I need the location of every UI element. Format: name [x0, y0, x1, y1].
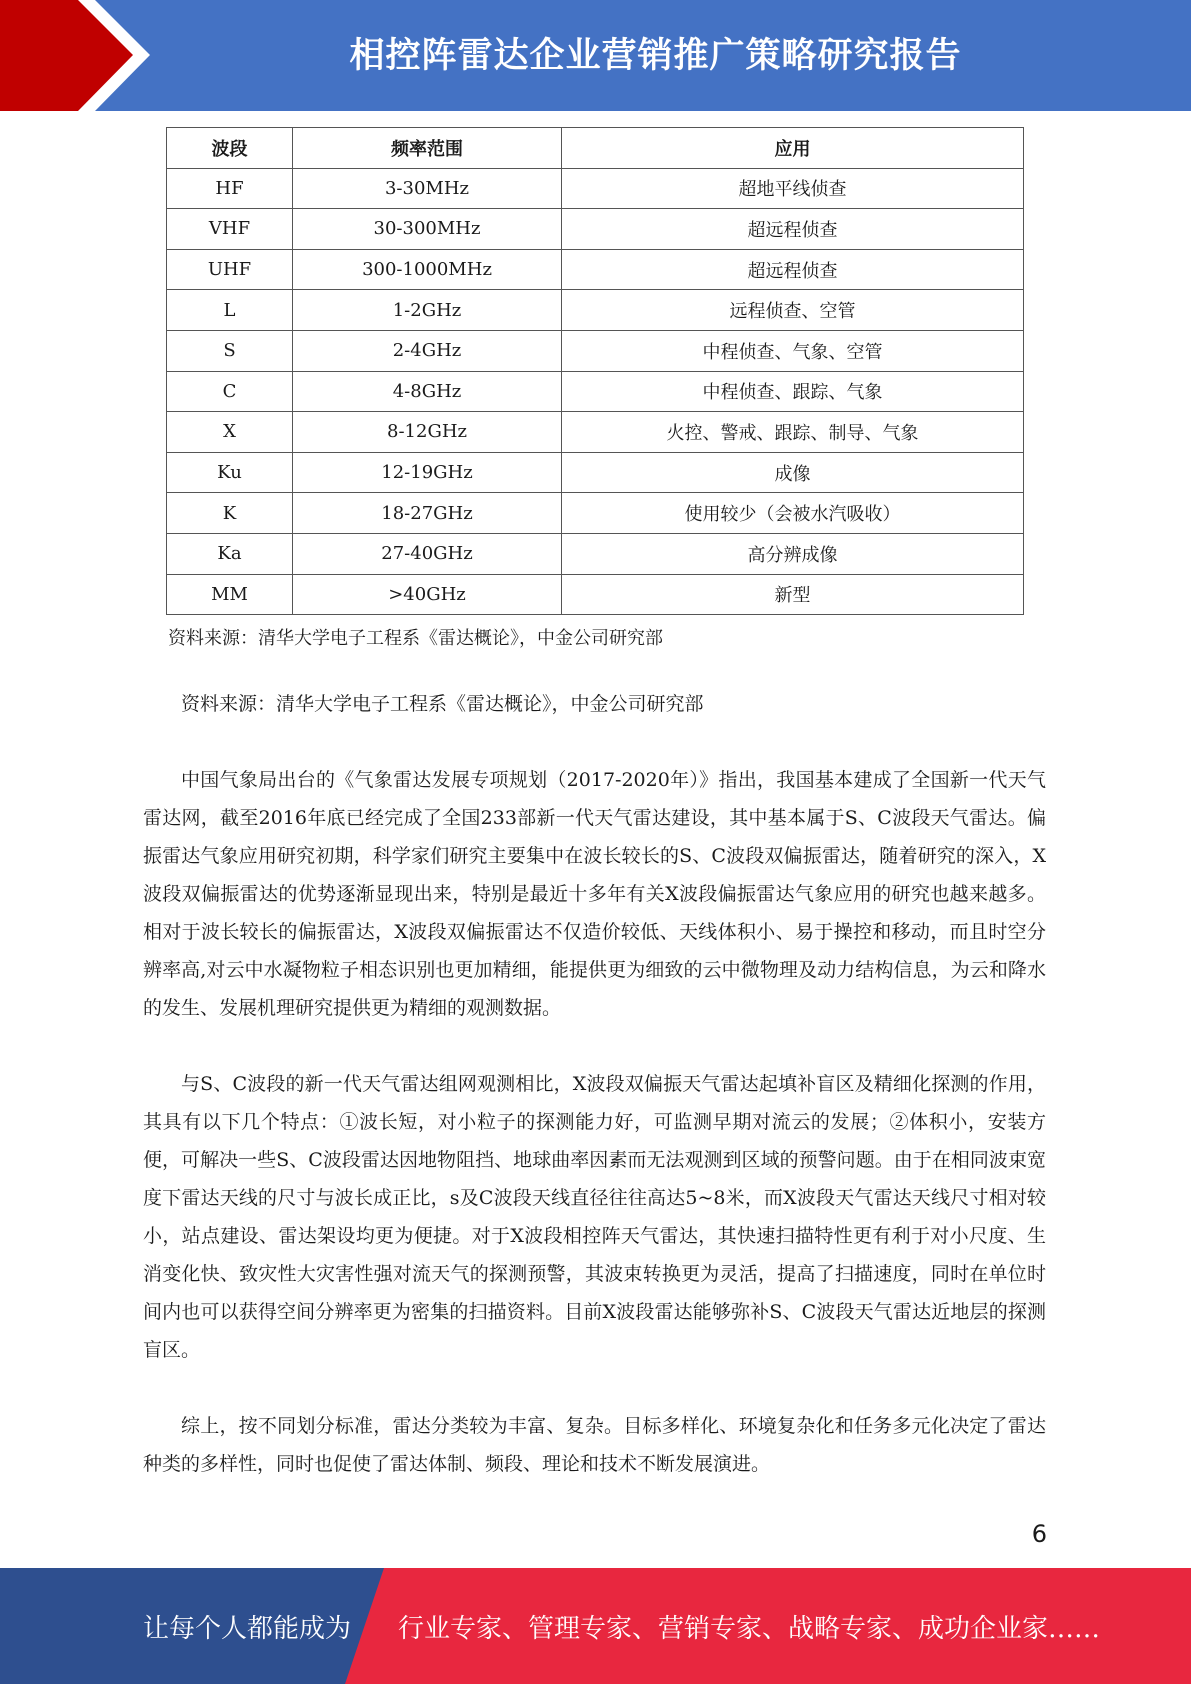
table-header-row	[167, 128, 1024, 169]
cell-frequency: 27-40GHz	[293, 533, 562, 574]
table-row	[167, 493, 1024, 534]
cell-band: K	[167, 493, 293, 534]
table-row	[167, 452, 1024, 493]
cell-band: VHF	[167, 209, 293, 250]
cell-application: 高分辨成像	[562, 533, 1024, 574]
cell-band: C	[167, 371, 293, 412]
table-row	[167, 371, 1024, 412]
page-footer	[0, 1568, 1191, 1684]
footer-slogan-right: 行业专家、管理专家、营销专家、战略专家、成功企业家……	[398, 1614, 1101, 1644]
cell-application: 中程侦查、气象、空管	[562, 330, 1024, 371]
paragraph-x-band-features: 与S、C波段的新一代天气雷达组网观测相比，X波段双偏振天气雷达起填补盲区及精细化探测的作用，其具有以下几个特点：①波长短，对小粒子的探测能力好，可监测早期对流云的发展；②体积小，安装方便，可解决一些S、C波段雷达因地物阻挡、地球曲率因素而无法观测到区域的预警问题。由于在相同波束宽度下雷达天线的尺寸与波长成正比，s及C波段天线直径往往高达5~8米，而X波段天气雷达天线尺寸相对较小，站点建设、雷达架设均更为便捷。对于X波段相控阵天气雷达，其快速扫描特性更有利于对小尺度、生消变化快、致灾性大灾害性强对流天气的探测预警，其波束转换更为灵活，提高了扫描速度，同时在单位时间内也可以获得空间分辨率更为密集的扫描资料。目前X波段雷达能够弥补S、C波段天气雷达近地层的探测盲区。	[143, 1073, 1046, 1361]
cell-frequency: 8-12GHz	[293, 412, 562, 453]
table-row	[167, 533, 1024, 574]
page-header	[0, 0, 1191, 111]
cell-application: 超远程侦查	[562, 249, 1024, 290]
column-header-frequency: 频率范围	[293, 128, 562, 169]
cell-frequency: 4-8GHz	[293, 371, 562, 412]
source-paragraph: 资料来源：清华大学电子工程系《雷达概论》，中金公司研究部	[181, 693, 704, 715]
paragraph-summary: 综上，按不同划分标准，雷达分类较为丰富、复杂。目标多样化、环境复杂化和任务多元化决定了雷达种类的多样性，同时也促使了雷达体制、频段、理论和技术不断发展演进。	[143, 1415, 1046, 1475]
radar-band-table	[166, 127, 1024, 615]
cell-application: 超地平线侦查	[562, 168, 1024, 209]
cell-band: Ka	[167, 533, 293, 574]
cell-frequency: 300-1000MHz	[293, 249, 562, 290]
cell-application: 超远程侦查	[562, 209, 1024, 250]
table-row	[167, 330, 1024, 371]
cell-band: L	[167, 290, 293, 331]
table-row	[167, 412, 1024, 453]
cell-frequency: 12-19GHz	[293, 452, 562, 493]
cell-band: HF	[167, 168, 293, 209]
column-header-application: 应用	[562, 128, 1024, 169]
paragraph-weather-radar-network: 中国气象局出台的《气象雷达发展专项规划（2017-2020年）》指出，我国基本建成了全国新一代天气雷达网，截至2016年底已经完成了全国233部新一代天气雷达建设，其中基本属于S、C波段天气雷达。偏振雷达气象应用研究初期，科学家们研究主要集中在波长较长的S、C波段双偏振雷达，随着研究的深入，X波段双偏振雷达的优势逐渐显现出来，特别是最近十多年有关X波段偏振雷达气象应用的研究也越来越多。相对于波长较长的偏振雷达，X波段双偏振雷达不仅造价较低、天线体积小、易于操控和移动，而且时空分辨率高,对云中水凝物粒子相态识别也更加精细，能提供更为细致的云中微物理及动力结构信息，为云和降水的发生、发展机理研究提供更为精细的观测数据。	[143, 769, 1046, 1019]
cell-frequency: 3-30MHz	[293, 168, 562, 209]
page-number: 6	[1031, 1520, 1047, 1548]
table-row	[167, 249, 1024, 290]
cell-frequency: 18-27GHz	[293, 493, 562, 534]
table-row	[167, 574, 1024, 615]
cell-frequency: 2-4GHz	[293, 330, 562, 371]
cell-application: 远程侦查、空管	[562, 290, 1024, 331]
table-row	[167, 168, 1024, 209]
column-header-band: 波段	[167, 128, 293, 169]
body-text	[143, 685, 1046, 1521]
cell-application: 火控、警戒、跟踪、制导、气象	[562, 412, 1024, 453]
cell-frequency: >40GHz	[293, 574, 562, 615]
cell-application: 新型	[562, 574, 1024, 615]
cell-band: S	[167, 330, 293, 371]
cell-frequency: 1-2GHz	[293, 290, 562, 331]
footer-slogan-left: 让每个人都能成为	[143, 1614, 352, 1644]
report-title: 相控阵雷达企业营销推广策略研究报告	[349, 36, 962, 76]
cell-frequency: 30-300MHz	[293, 209, 562, 250]
cell-application: 中程侦查、跟踪、气象	[562, 371, 1024, 412]
cell-application: 成像	[562, 452, 1024, 493]
cell-band: UHF	[167, 249, 293, 290]
cell-band: Ku	[167, 452, 293, 493]
table-source-note: 资料来源：清华大学电子工程系《雷达概论》，中金公司研究部	[168, 628, 663, 649]
cell-band: X	[167, 412, 293, 453]
table-row	[167, 209, 1024, 250]
table-row	[167, 290, 1024, 331]
cell-application: 使用较少（会被水汽吸收）	[562, 493, 1024, 534]
cell-band: MM	[167, 574, 293, 615]
